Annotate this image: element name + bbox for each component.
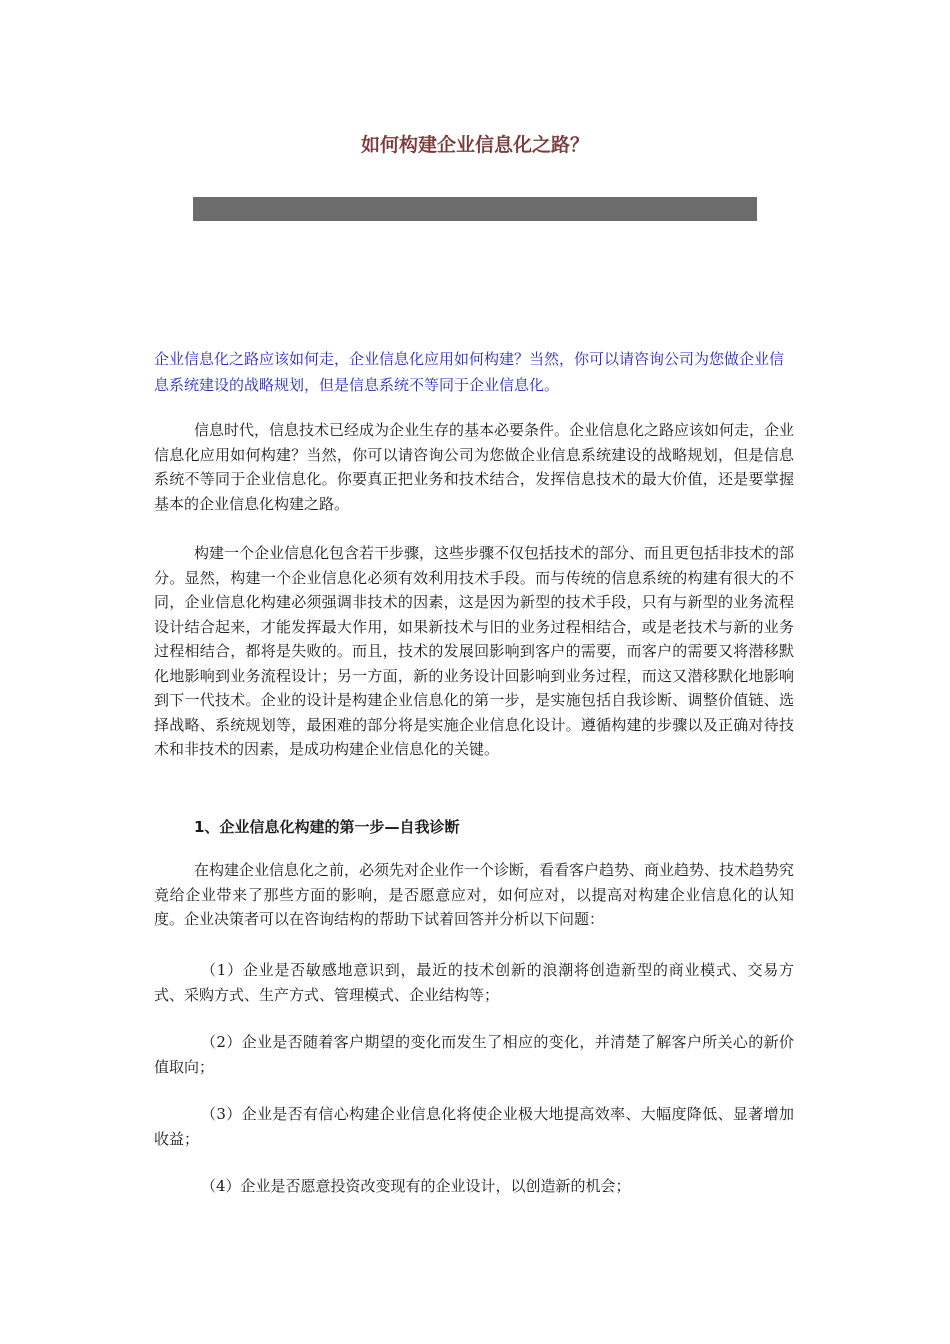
question-item-3: （3）企业是否有信心构建企业信息化将使企业极大地提高效率、大幅度降低、显著增加收益；: [154, 1105, 794, 1148]
section-intro-paragraph: 在构建企业信息化之前，必须先对企业作一个诊断，看看客户趋势、商业趋势、技术趋势究竟给企业带来了那些方面的影响，是否愿意应对，如何应对，以提高对构建企业信息化的认知度。企业决策者可以在咨询结构的帮助下试着回答并分析以下问题：: [154, 861, 795, 928]
body-paragraph-2: 构建一个企业信息化包含若干步骤，这些步骤不仅包括技术的部分、而且更包括非技术的部分。显然，构建一个企业信息化必须有效利用技术手段。而与传统的信息系统的构建有很大的不同，企业信息化构建必须强调非技术的因素，这是因为新型的技术手段，只有与新型的业务流程设计结合起来，才能发挥最大作用，如果新技术与旧的业务过程相结合，或是老技术与新的业务过程相结合，都将是失败的。而且，技术的发展回影响到客户的需要，而客户的需要又将潜移默化地影响到业务流程设计；另一方面，新的业务设计回影响到业务过程，而这又潜移默化地影响到下一代技术。企业的设计是构建企业信息化的第一步，是实施包括自我诊断、调整价值链、选择战略、系统规划等，最困难的部分将是实施企业信息化设计。遵循构建的步骤以及正确对待技术和非技术的因素，是成功构建企业信息化的关键。: [154, 544, 795, 758]
question-item-2: （2）企业是否随着客户期望的变化而发生了相应的变化，并清楚了解客户所关心的新价值取向；: [154, 1033, 794, 1076]
body-paragraph-1: 信息时代，信息技术已经成为企业生存的基本必要条件。企业信息化之路应该如何走，企业信息化应用如何构建？当然，你可以请咨询公司为您做企业信息系统建设的战略规划，但是信息系统不等同于企业信息化。你要真正把业务和技术结合，发挥信息技术的最大价值，还是要掌握基本的企业信息化构建之路。: [154, 421, 795, 513]
title-divider-bar: [193, 197, 757, 221]
question-item-4: （4）企业是否愿意投资改变现有的企业设计，以创造新的机会；: [201, 1177, 631, 1195]
section-heading: 1、企业信息化构建的第一步—自我诊断: [194, 818, 460, 836]
intro-summary: 企业信息化之路应该如何走，企业信息化应用如何构建？当然，你可以请咨询公司为您做企业信息系统建设的战略规划，但是信息系统不等同于企业信息化。: [154, 350, 785, 394]
page-title: 如何构建企业信息化之路？: [360, 134, 589, 156]
question-item-1: （1）企业是否敏感地意识到，最近的技术创新的浪潮将创造新型的商业模式、交易方式、采购方式、生产方式、管理模式、企业结构等；: [154, 961, 794, 1004]
